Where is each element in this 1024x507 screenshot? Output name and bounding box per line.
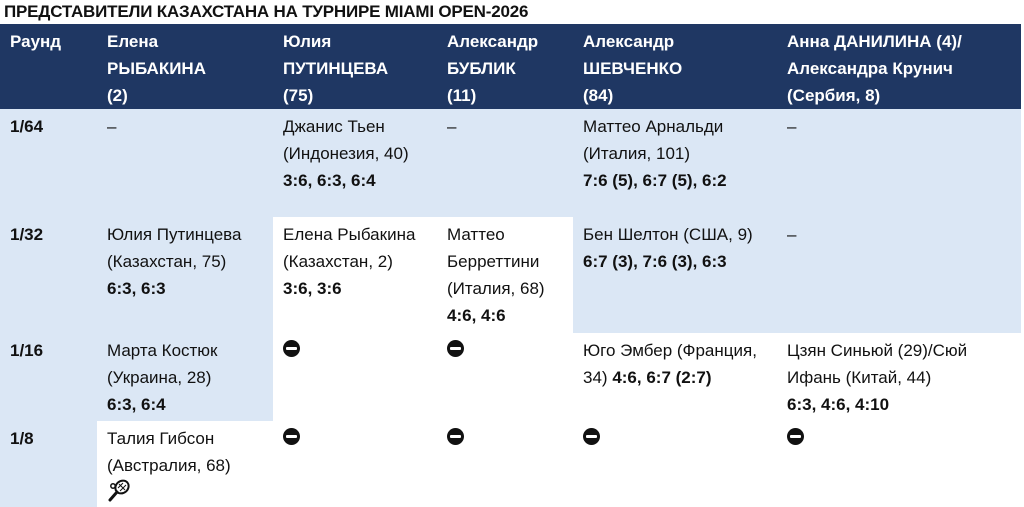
match-cell: Юго Эмбер (Франция, 34) 4:6, 6:7 (2:7) <box>573 333 777 421</box>
header-row <box>0 24 1021 109</box>
match-cell <box>273 421 437 507</box>
header-player: Елена РЫБАКИНА (2) <box>97 24 273 109</box>
no-entry-icon <box>447 340 464 357</box>
round-cell: 1/16 <box>0 333 97 421</box>
match-cell: Маттео Арнальди (Италия, 101) 7:6 (5), 6:7 (5), 6:2 <box>573 109 777 217</box>
no-entry-icon <box>583 428 600 445</box>
no-entry-icon <box>447 428 464 445</box>
round-cell: 1/64 <box>0 109 97 217</box>
table-row <box>0 109 1021 217</box>
header-round: Раунд <box>0 24 97 109</box>
match-cell: – <box>437 109 573 217</box>
match-cell: – <box>777 109 1021 217</box>
header-player: Александр БУБЛИК (11) <box>437 24 573 109</box>
no-entry-icon <box>283 428 300 445</box>
tennis-racket-icon <box>107 479 133 503</box>
match-cell: Цзян Синьюй (29)/Сюй Ифань (Китай, 44) 6:3, 4:6, 4:10 <box>777 333 1021 421</box>
match-cell <box>273 333 437 421</box>
table-row <box>0 333 1021 421</box>
table-row <box>0 421 1021 507</box>
match-cell <box>437 421 573 507</box>
round-cell: 1/32 <box>0 217 97 333</box>
match-cell: Бен Шелтон (США, 9) 6:7 (3), 7:6 (3), 6:3 <box>573 217 777 333</box>
page-title: ПРЕДСТАВИТЕЛИ КАЗАХСТАНА НА ТУРНИРЕ MIAMI OPEN-2026 <box>4 2 529 21</box>
header-player: Александр ШЕВЧЕНКО (84) <box>573 24 777 109</box>
match-cell: Джанис Тьен (Индонезия, 40) 3:6, 6:3, 6:4 <box>273 109 437 217</box>
match-cell: Елена Рыбакина (Казахстан, 2) 3:6, 3:6 <box>273 217 437 333</box>
no-entry-icon <box>283 340 300 357</box>
table-row <box>0 217 1021 333</box>
match-cell: Маттео Берреттини (Италия, 68) 4:6, 4:6 <box>437 217 573 333</box>
match-cell: Юлия Путинцева (Казахстан, 75) 6:3, 6:3 <box>97 217 273 333</box>
no-entry-icon <box>787 428 804 445</box>
match-cell: – <box>777 217 1021 333</box>
results-table <box>0 24 1021 507</box>
match-cell <box>573 421 777 507</box>
header-player: Анна ДАНИЛИНА (4)/ Александра Крунич (Сербия, 8) <box>777 24 1021 109</box>
round-cell: 1/8 <box>0 421 97 507</box>
header-player: Юлия ПУТИНЦЕВА (75) <box>273 24 437 109</box>
match-cell: Марта Костюк (Украина, 28) 6:3, 6:4 <box>97 333 273 421</box>
match-cell <box>777 421 1021 507</box>
match-cell <box>437 333 573 421</box>
match-cell: – <box>97 109 273 217</box>
match-cell: Талия Гибсон (Австралия, 68) <box>97 421 273 507</box>
